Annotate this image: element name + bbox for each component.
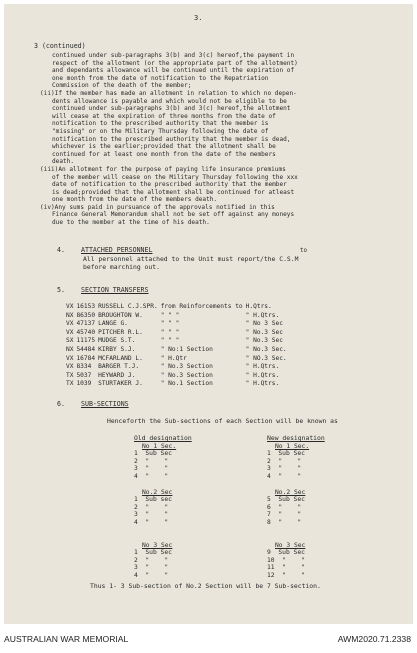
group-item: 10 " " xyxy=(267,556,305,564)
transfer-from: " " " xyxy=(160,328,180,336)
old-group-1 xyxy=(134,443,176,480)
group-item: 2 " " xyxy=(134,503,169,511)
transfer-name: KIRBY S.J. xyxy=(98,345,136,353)
transfer-from: from Reinforcements to xyxy=(160,303,243,310)
group-item: 2 " " xyxy=(134,556,169,564)
text-line: will cease at the expiration of three months from the date of xyxy=(52,112,276,120)
text-line: is dead;provided that the allotment shall be continued for atleast xyxy=(52,188,295,196)
text-line: one month from the date of notification to the Repatriation xyxy=(52,74,269,82)
transfer-prefix: VX xyxy=(66,320,74,328)
group-item: 4 " " xyxy=(267,472,302,480)
text-line: due to the member at the time of his death. xyxy=(52,219,210,227)
transfer-to: " No.3 Sec. xyxy=(245,345,287,353)
table-row xyxy=(66,329,290,338)
text-line: continued under sub-paragraphs 3(b) and 3(c) hereof,the payment in xyxy=(52,52,295,59)
transfer-from: " H.Qtr xyxy=(160,354,187,362)
text-line: Finance General Memorandum shall not be set off against any moneys xyxy=(52,211,295,219)
transfer-from: " No.3 Section xyxy=(160,363,213,371)
transfer-prefix: VX xyxy=(66,354,74,362)
continued-heading: 3 (continued) xyxy=(34,42,86,50)
text-line: and dependants allowance will be continued until the expiration of xyxy=(52,67,295,75)
group-title: No 3 Sec xyxy=(275,542,306,549)
transfer-num: 11175 xyxy=(76,337,96,345)
new-group-3 xyxy=(267,542,305,579)
new-designation-label: New designation xyxy=(267,434,325,442)
transfer-num: 54484 xyxy=(76,345,96,353)
group-item: 1 Sub Sec xyxy=(267,450,305,458)
transfer-to: " No 3 Sec xyxy=(245,320,283,328)
text-line: notification to the prescribed authority that the member is dead, xyxy=(52,135,291,143)
group-item: 1 Sub sec xyxy=(134,496,172,504)
table-row xyxy=(66,346,290,355)
transfer-prefix: TX xyxy=(66,371,74,379)
transfer-name: BROUGHTON W. xyxy=(98,311,143,319)
footer-institution: AUSTRALIAN WAR MEMORIAL xyxy=(4,634,129,644)
transfer-from: " No:1 Section xyxy=(160,345,213,353)
new-group-1 xyxy=(267,443,309,480)
old-group-3 xyxy=(134,542,172,579)
section-4-line-2: before marching out. xyxy=(83,263,160,271)
transfer-to: " No.3 Sec xyxy=(245,337,283,345)
transfer-name: PITCHER R.L. xyxy=(98,328,143,336)
transfer-to: H.Qtrs. xyxy=(245,303,272,310)
text-line: one month from the date of the members death. xyxy=(52,196,218,204)
transfer-name: MUDGE S.T. xyxy=(98,337,136,345)
text-line: of the member will cease on the Military Thursday following the xxx xyxy=(52,173,298,181)
group-item: 4 " " xyxy=(134,571,169,579)
group-item: 12 " " xyxy=(267,571,305,579)
handwritten-insert: to xyxy=(300,248,307,254)
text-line: dents allowance is payable and which would not be eligible to be xyxy=(52,97,287,105)
transfer-num: 1039 xyxy=(76,380,92,388)
transfer-prefix: NX xyxy=(66,311,74,319)
group-item: 11 " " xyxy=(267,564,305,572)
text-line: date of notification to the prescribed authority that the member xyxy=(52,181,287,189)
transfer-num: 86350 xyxy=(76,311,96,319)
group-item: 5 Sub Sec xyxy=(267,496,305,504)
text-line: notification to the prescribed authority that the member is xyxy=(52,120,269,128)
group-item: 3 " " xyxy=(134,465,169,473)
transfer-prefix: SX xyxy=(66,337,74,345)
group-item: 8 " " xyxy=(267,518,302,526)
text-line: (iv)Any sums paid in pursuance of the approvals notified in this xyxy=(40,203,275,211)
group-title: No 1 Sec. xyxy=(142,443,177,450)
text-line: (ii)If the member has made an allotment in relation to which no depen- xyxy=(40,89,297,97)
transfer-to: " No.3 Sec xyxy=(245,328,283,336)
transfer-to: " H.Qtrs. xyxy=(245,371,280,379)
transfer-name: BARGER T.J. xyxy=(98,363,140,371)
group-item: 1 Sub Sec xyxy=(134,549,172,557)
group-title: No 1 Sec. xyxy=(275,443,310,450)
transfer-to: " H.Qtrs. xyxy=(245,363,280,371)
transfer-prefix: VX xyxy=(66,328,74,336)
text-line: continued for at least one month from the date of the members xyxy=(52,150,276,158)
table-row xyxy=(66,372,290,381)
group-title: No.2 Sec xyxy=(142,489,173,496)
table-row xyxy=(66,303,290,312)
transfer-prefix: NX xyxy=(66,345,74,353)
old-designation-label: Old designation xyxy=(134,434,192,442)
transfer-from: " " " xyxy=(160,311,180,319)
transfer-num: 16153 xyxy=(76,303,96,310)
text-line: death. xyxy=(52,158,75,166)
text-line: whichever is the earlier;provided that the allotment shall be xyxy=(52,143,276,151)
group-item: 3 " " xyxy=(134,564,169,572)
section-6-number: 6. xyxy=(57,400,65,408)
group-item: 4 " " xyxy=(134,472,169,480)
transfer-num: 5037 xyxy=(76,371,92,379)
section-6-intro: Henceforth the Sub-sections of each Section will be known as xyxy=(107,417,338,425)
group-item: 1 Sub Sec xyxy=(134,450,172,458)
transfer-to: " H.Qtrs. xyxy=(245,380,280,388)
transfer-num: 45740 xyxy=(76,328,96,336)
paragraph-3-body xyxy=(40,52,402,227)
table-row xyxy=(66,337,290,346)
archive-footer xyxy=(0,626,417,653)
transfer-to: " H.Qtrs. xyxy=(245,311,280,319)
group-item: 6 " " xyxy=(267,503,302,511)
text-line: Commission of the death of the member; xyxy=(52,82,192,90)
table-row xyxy=(66,320,290,329)
group-item: 7 " " xyxy=(267,511,302,519)
group-title: No.2 Sec xyxy=(275,489,306,496)
table-row xyxy=(66,380,290,389)
section-5-title: SECTION TRANSFERS xyxy=(81,286,149,294)
transfer-from: " No.1 Section xyxy=(160,380,213,388)
transfer-prefix: TX xyxy=(66,380,74,388)
text-line: continued under sub-paragraphs 3(b) and 3(c) hereof,the allotment xyxy=(52,105,291,113)
transfer-name: MCFARLAND L. xyxy=(98,354,143,362)
transfer-name: RUSSELL C.J.SPR. xyxy=(98,303,158,310)
group-item: 2 " " xyxy=(134,457,169,465)
old-group-2 xyxy=(134,489,172,526)
transfer-from: " " " xyxy=(160,320,180,328)
group-item: 3 " " xyxy=(134,511,169,519)
section-5-number: 5. xyxy=(57,286,65,294)
section-transfers-table xyxy=(66,303,290,389)
section-6-closing: Thus 1- 3 Sub-section of No.2 Section will be 7 Sub-section. xyxy=(90,582,321,590)
text-line: respect of the allotment (or the appropriate part of the allotment) xyxy=(52,59,298,67)
group-item: 9 Sub Sec xyxy=(267,549,305,557)
transfer-prefix: VX xyxy=(66,363,74,371)
table-row xyxy=(66,355,290,364)
transfer-num: 8334 xyxy=(76,363,92,371)
section-4-line-1: All personnel attached to the Unit must report/the C.S.M xyxy=(83,255,299,263)
transfer-from: " No.3 Section xyxy=(160,371,213,379)
transfer-num: 47137 xyxy=(76,320,96,328)
section-4-number: 4. xyxy=(57,246,65,254)
footer-accession-number: AWM2020.71.2338 xyxy=(337,634,411,644)
document-page xyxy=(4,4,413,624)
transfer-name: HEYWARD J. xyxy=(98,371,136,379)
transfer-from: " " " xyxy=(160,337,180,345)
group-item: 2 " " xyxy=(267,457,302,465)
new-group-2 xyxy=(267,489,305,526)
group-title: No 3 Sec xyxy=(142,542,173,549)
transfer-to: " NO.3 Sec. xyxy=(245,354,287,362)
text-line: (iii)An allotment for the purpose of paying life insurance premiums xyxy=(40,165,286,173)
transfer-name: STURTAKER J. xyxy=(98,380,143,388)
page-number: 3. xyxy=(194,14,203,22)
group-item: 4 " " xyxy=(134,518,169,526)
transfer-prefix: VX xyxy=(66,303,74,310)
transfer-num: 16784 xyxy=(76,354,96,362)
group-item: 3 " " xyxy=(267,465,302,473)
section-4-title: ATTACHED PERSONNEL xyxy=(81,246,153,254)
table-row xyxy=(66,312,290,321)
table-row xyxy=(66,363,290,372)
section-6-title: SUB-SECTIONS xyxy=(81,400,129,408)
text-line: "missing" or on the Military Thursday following the date of xyxy=(52,127,269,135)
transfer-name: LANGE G. xyxy=(98,320,128,328)
